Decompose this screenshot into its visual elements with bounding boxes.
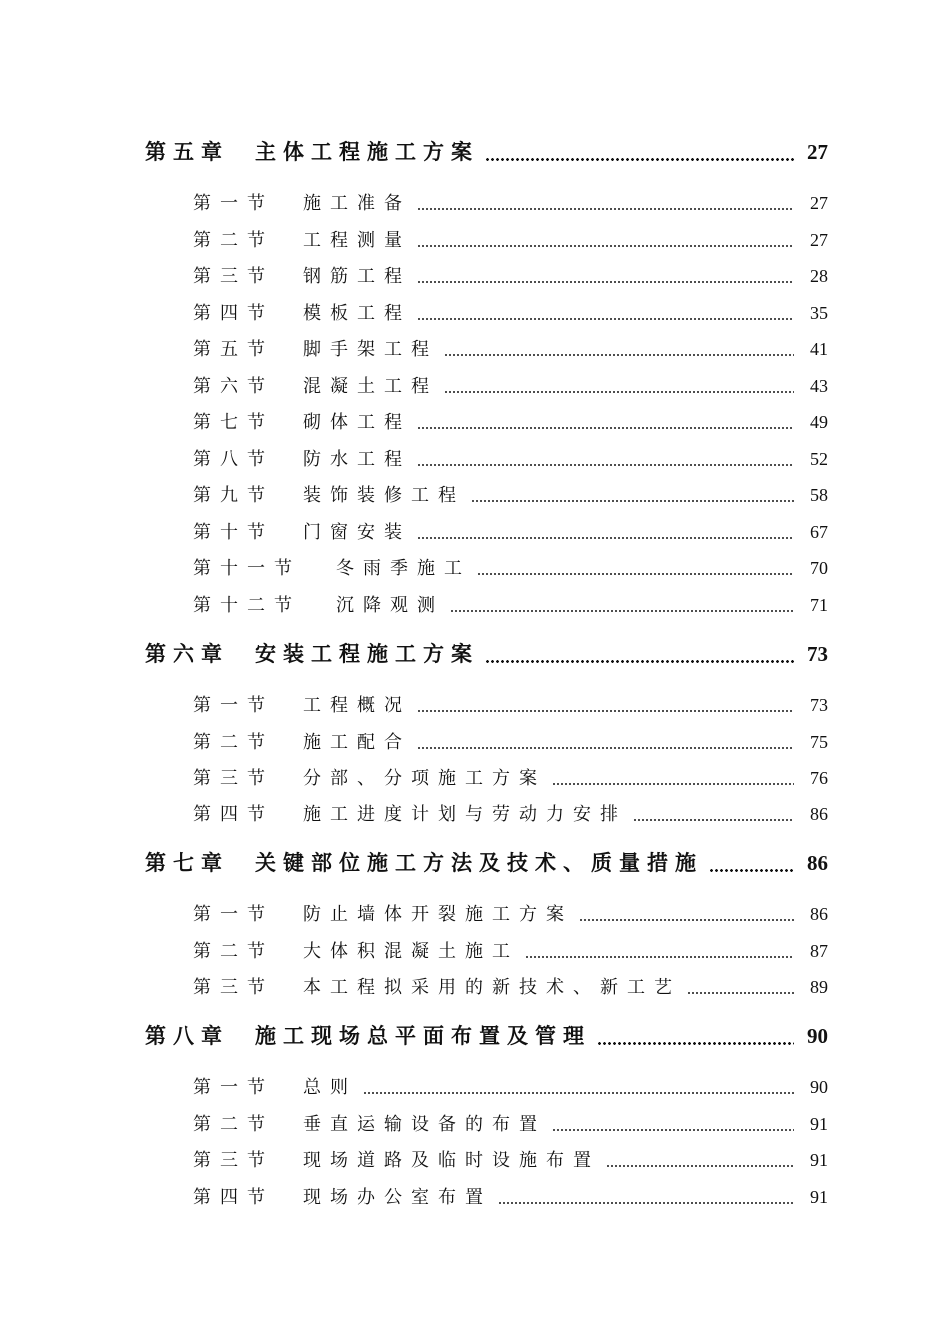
toc-section-entry[interactable] [193, 299, 828, 325]
toc-section-entry[interactable] [193, 1146, 828, 1172]
section-number: 第三节 [193, 266, 274, 286]
section-title: 门窗安装 [303, 522, 411, 542]
dot-leader [417, 208, 794, 210]
toc-section-entry[interactable] [193, 764, 828, 790]
section-number: 第十一节 [193, 558, 301, 578]
toc-section-entry[interactable] [193, 226, 828, 252]
section-title: 施工配合 [303, 732, 411, 752]
dot-leader [485, 660, 794, 663]
section-number: 第七节 [193, 412, 274, 432]
dot-leader [417, 281, 794, 283]
dot-leader [450, 610, 794, 612]
page-number: 73 [810, 695, 828, 715]
chapter-number: 第七章 [145, 851, 229, 875]
chapter-number: 第五章 [145, 140, 229, 164]
toc-chapter-entry[interactable] [145, 638, 828, 668]
section-number: 第一节 [193, 904, 274, 924]
section-number: 第十二节 [193, 595, 301, 615]
dot-leader [579, 919, 794, 921]
section-title: 大体积混凝土施工 [303, 941, 519, 961]
page-number: 58 [810, 485, 828, 505]
toc-section-entry[interactable] [193, 445, 828, 471]
dot-leader [525, 956, 794, 958]
dot-leader [477, 573, 794, 575]
toc-section-entry[interactable] [193, 728, 828, 754]
section-title: 沉降观测 [336, 595, 444, 615]
toc-section-entry[interactable] [193, 937, 828, 963]
chapter-number: 第八章 [145, 1024, 229, 1048]
section-number: 第九节 [193, 485, 274, 505]
page-number: 71 [810, 595, 828, 615]
section-title: 防止墙体开裂施工方案 [303, 904, 573, 924]
section-title: 模板工程 [303, 303, 411, 323]
toc-section-entry[interactable] [193, 1110, 828, 1136]
toc-section-entry[interactable] [193, 800, 828, 826]
page-number: 86 [807, 851, 828, 875]
toc-section-entry[interactable] [193, 481, 828, 507]
section-title: 现场办公室布置 [303, 1187, 492, 1207]
dot-leader [417, 747, 794, 749]
section-number: 第三节 [193, 768, 274, 788]
toc-section-entry[interactable] [193, 691, 828, 717]
toc-chapter-entry[interactable] [145, 1020, 828, 1050]
dot-leader [417, 245, 794, 247]
section-number: 第二节 [193, 732, 274, 752]
page-number: 86 [810, 804, 828, 824]
page-number: 35 [810, 303, 828, 323]
section-title: 冬雨季施工 [336, 558, 471, 578]
dot-leader [417, 537, 794, 539]
chapter-title: 主体工程施工方案 [255, 140, 479, 164]
toc-section-entry[interactable] [193, 591, 828, 617]
toc-chapter-entry[interactable] [145, 847, 828, 877]
section-number: 第二节 [193, 941, 274, 961]
toc-section-entry[interactable] [193, 973, 828, 999]
toc-section-entry[interactable] [193, 189, 828, 215]
section-title: 施工进度计划与劳动力安排 [303, 804, 627, 824]
dot-leader [485, 158, 794, 161]
toc-chapter-entry[interactable] [145, 136, 828, 166]
section-number: 第一节 [193, 695, 274, 715]
section-title: 防水工程 [303, 449, 411, 469]
section-title: 现场道路及临时设施布置 [303, 1150, 600, 1170]
toc-section-entry[interactable] [193, 554, 828, 580]
dot-leader [633, 819, 794, 821]
toc-section-entry[interactable] [193, 262, 828, 288]
toc-section-entry[interactable] [193, 518, 828, 544]
section-number: 第十节 [193, 522, 274, 542]
section-number: 第三节 [193, 977, 274, 997]
dot-leader [597, 1042, 794, 1045]
page-number: 27 [810, 230, 828, 250]
chapter-title: 安装工程施工方案 [255, 642, 479, 666]
page-number: 91 [810, 1150, 828, 1170]
dot-leader [444, 354, 794, 356]
page-number: 89 [810, 977, 828, 997]
section-number: 第六节 [193, 376, 274, 396]
toc-section-entry[interactable] [193, 408, 828, 434]
section-number: 第五节 [193, 339, 274, 359]
section-number: 第一节 [193, 193, 274, 213]
page-number: 90 [807, 1024, 828, 1048]
section-title: 总则 [303, 1077, 357, 1097]
page-number: 43 [810, 376, 828, 396]
section-title: 工程概况 [303, 695, 411, 715]
section-title: 工程测量 [303, 230, 411, 250]
section-number: 第二节 [193, 230, 274, 250]
page-number: 49 [810, 412, 828, 432]
page-number: 90 [810, 1077, 828, 1097]
dot-leader [417, 464, 794, 466]
section-title: 装饰装修工程 [303, 485, 465, 505]
toc-section-entry[interactable] [193, 335, 828, 361]
section-number: 第四节 [193, 804, 274, 824]
dot-leader [687, 992, 794, 994]
toc-section-entry[interactable] [193, 372, 828, 398]
section-number: 第四节 [193, 303, 274, 323]
page-number: 67 [810, 522, 828, 542]
section-title: 垂直运输设备的布置 [303, 1114, 546, 1134]
page-number: 27 [807, 140, 828, 164]
dot-leader [471, 500, 794, 502]
page-number: 27 [810, 193, 828, 213]
dot-leader [417, 318, 794, 320]
section-title: 钢筋工程 [303, 266, 411, 286]
section-number: 第四节 [193, 1187, 274, 1207]
section-number: 第二节 [193, 1114, 274, 1134]
section-number: 第一节 [193, 1077, 274, 1097]
section-title: 混凝土工程 [303, 376, 438, 396]
page-number: 91 [810, 1114, 828, 1134]
dot-leader [498, 1202, 794, 1204]
dot-leader [363, 1092, 794, 1094]
section-title: 施工准备 [303, 193, 411, 213]
page-number: 87 [810, 941, 828, 961]
dot-leader [606, 1165, 794, 1167]
chapter-number: 第六章 [145, 642, 229, 666]
dot-leader [709, 869, 794, 872]
dot-leader [444, 391, 794, 393]
page-number: 52 [810, 449, 828, 469]
dot-leader [417, 710, 794, 712]
page-number: 28 [810, 266, 828, 286]
chapter-title: 施工现场总平面布置及管理 [255, 1024, 591, 1048]
page-number: 91 [810, 1187, 828, 1207]
page-number: 75 [810, 732, 828, 752]
page-number: 76 [810, 768, 828, 788]
page-number: 86 [810, 904, 828, 924]
toc-section-entry[interactable] [193, 1073, 828, 1099]
section-title: 分部、分项施工方案 [303, 768, 546, 788]
page-number: 70 [810, 558, 828, 578]
dot-leader [552, 783, 794, 785]
toc-section-entry[interactable] [193, 1183, 828, 1209]
section-number: 第三节 [193, 1150, 274, 1170]
page-number: 41 [810, 339, 828, 359]
toc-section-entry[interactable] [193, 900, 828, 926]
chapter-title: 关键部位施工方法及技术、质量措施 [255, 851, 703, 875]
section-number: 第八节 [193, 449, 274, 469]
page-number: 73 [807, 642, 828, 666]
dot-leader [552, 1129, 794, 1131]
section-title: 本工程拟采用的新技术、新工艺 [303, 977, 681, 997]
section-title: 脚手架工程 [303, 339, 438, 359]
dot-leader [417, 427, 794, 429]
section-title: 砌体工程 [303, 412, 411, 432]
